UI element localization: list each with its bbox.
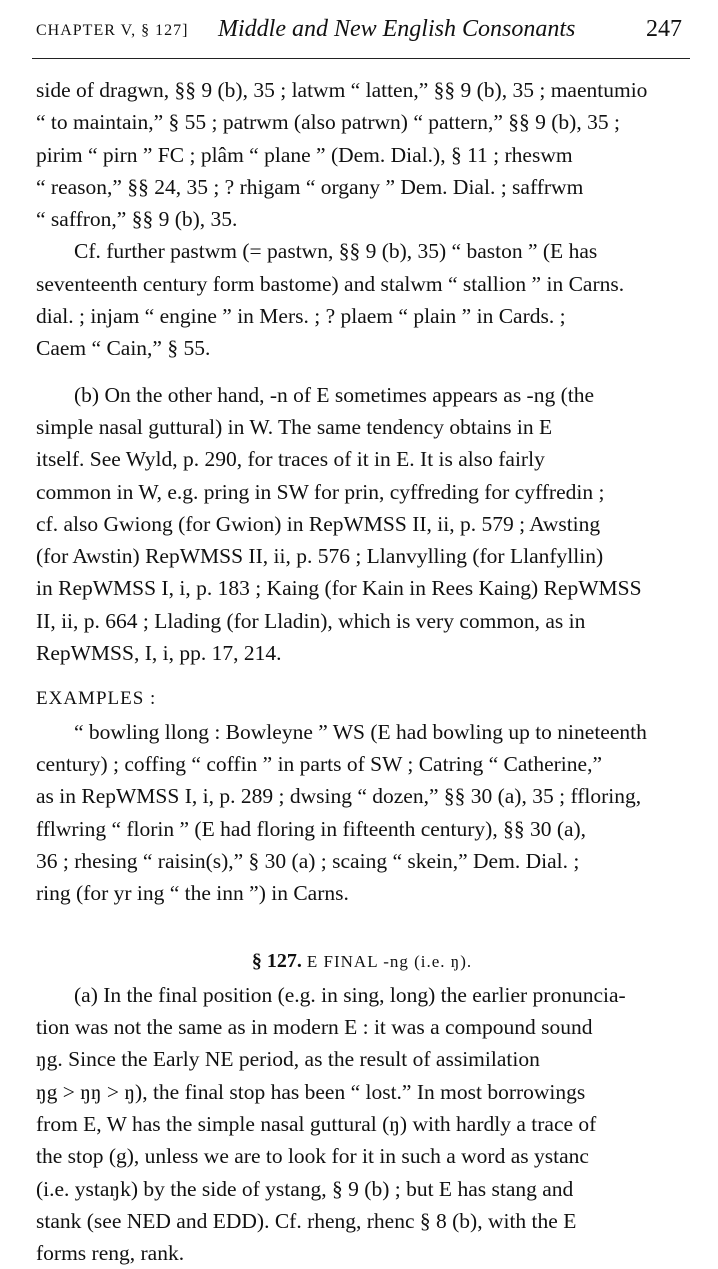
- text-line: ŋg. Since the Early NE period, as the result of assimilation: [36, 1047, 540, 1072]
- text-line: “ reason,” §§ 24, 35 ; ? rhigam “ organy ” Dem. Dial. ; saffrwm: [36, 174, 584, 199]
- text-line: forms reng, rank.: [36, 1241, 185, 1266]
- text-line: common in W, e.g. pring in SW for prin, cyffreding for cyffredin ;: [36, 479, 605, 504]
- text-line: century) ; coffing “ coffin ” in parts of SW ; Catring “ Catherine,”: [36, 751, 602, 776]
- text-line: fflwring “ florin ” (E had floring in fifteenth century), §§ 30 (a),: [36, 816, 587, 841]
- text-line: (a) In the final position (e.g. in sing, long) the earlier pronuncia-: [74, 982, 626, 1007]
- running-title: Middle and New English Consonants: [218, 16, 576, 42]
- text-line: (i.e. ystaŋk) by the side of ystang, § 9 (b) ; but E has stang and: [36, 1176, 574, 1201]
- text-line: as in RepWMSS I, i, p. 289 ; dwsing “ dozen,” §§ 30 (a), 35 ; ffloring,: [36, 784, 642, 809]
- text-line: “ bowling llong : Bowleyne ” WS (E had bowling up to nineteenth: [74, 719, 647, 744]
- examples-paragraph: [36, 716, 688, 910]
- text-line: (for Awstin) RepWMSS II, ii, p. 576 ; Llanvylling (for Llanfyllin): [36, 544, 604, 569]
- text-line: in RepWMSS I, i, p. 183 ; Kaing (for Kain in Rees Kaing) RepWMSS: [36, 576, 642, 601]
- spacer: [36, 365, 688, 379]
- text-line: from E, W has the simple nasal guttural (ŋ) with hardly a trace of: [36, 1111, 597, 1136]
- text-line: tion was not the same as in modern E : it was a compound sound: [36, 1015, 593, 1040]
- page-number: 247: [646, 16, 682, 42]
- text-line: II, ii, p. 664 ; Llading (for Lladin), which is very common, as in: [36, 608, 586, 633]
- section-title: E FINAL -ng (i.e. ŋ).: [306, 952, 473, 972]
- text-line: 36 ; rhesing “ raisin(s),” § 30 (a) ; scaing “ skein,” Dem. Dial. ;: [36, 848, 580, 873]
- text-line: seventeenth century form bastome) and stalwm “ stallion ” in Carns.: [36, 271, 625, 296]
- paragraph-pastwm: [36, 235, 688, 364]
- text-line: stank (see NED and EDD). Cf. rheng, rhenc § 8 (b), with the E: [36, 1208, 577, 1233]
- text-line: the stop (g), unless we are to look for it in such a word as ystanc: [36, 1144, 589, 1169]
- text-line: simple nasal guttural) in W. The same tendency obtains in E: [36, 414, 553, 439]
- text-line: “ to maintain,” § 55 ; patrwm (also patrwn) “ pattern,” §§ 9 (b), 35 ;: [36, 110, 620, 135]
- text-line: (b) On the other hand, -n of E sometimes appears as -ng (the: [74, 382, 595, 407]
- text-line: Caem “ Cain,” § 55.: [36, 336, 211, 361]
- spacer: [36, 669, 688, 683]
- spacer: [36, 909, 688, 945]
- running-header: [36, 16, 688, 52]
- paragraph-latwm: [36, 74, 688, 235]
- text-line: ring (for yr ing “ the inn ”) in Carns.: [36, 881, 349, 906]
- text-line: cf. also Gwiong (for Gwion) in RepWMSS II, ii, p. 579 ; Awsting: [36, 511, 601, 536]
- text-line: side of dragwn, §§ 9 (b), 35 ; latwm “ latten,” §§ 9 (b), 35 ; maentumio: [36, 78, 648, 102]
- section-number: § 127.: [251, 950, 302, 973]
- text-line: dial. ; injam “ engine ” in Mers. ; ? plaem “ plain ” in Cards. ;: [36, 304, 566, 329]
- section-heading: [36, 945, 688, 978]
- paragraph-a-final: [36, 979, 688, 1269]
- page-body: [36, 74, 688, 1269]
- text-line: “ saffron,” §§ 9 (b), 35.: [36, 207, 238, 232]
- text-line: Cf. further pastwm (= pastwn, §§ 9 (b), 35) “ baston ” (E has: [74, 239, 598, 264]
- text-line: pirim “ pirn ” FC ; plâm “ plane ” (Dem. Dial.), § 11 ; rheswm: [36, 142, 573, 167]
- examples-heading: EXAMPLES :: [36, 688, 157, 710]
- chapter-label: CHAPTER V, § 127]: [36, 22, 189, 39]
- paragraph-b-nasal: [36, 379, 688, 670]
- header-rule: [32, 58, 690, 59]
- text-line: ŋg > ŋŋ > ŋ), the final stop has been “ lost.” In most borrowings: [36, 1079, 586, 1104]
- text-line: RepWMSS, I, i, pp. 17, 214.: [36, 641, 282, 666]
- text-line: itself. See Wyld, p. 290, for traces of it in E. It is also fairly: [36, 447, 545, 472]
